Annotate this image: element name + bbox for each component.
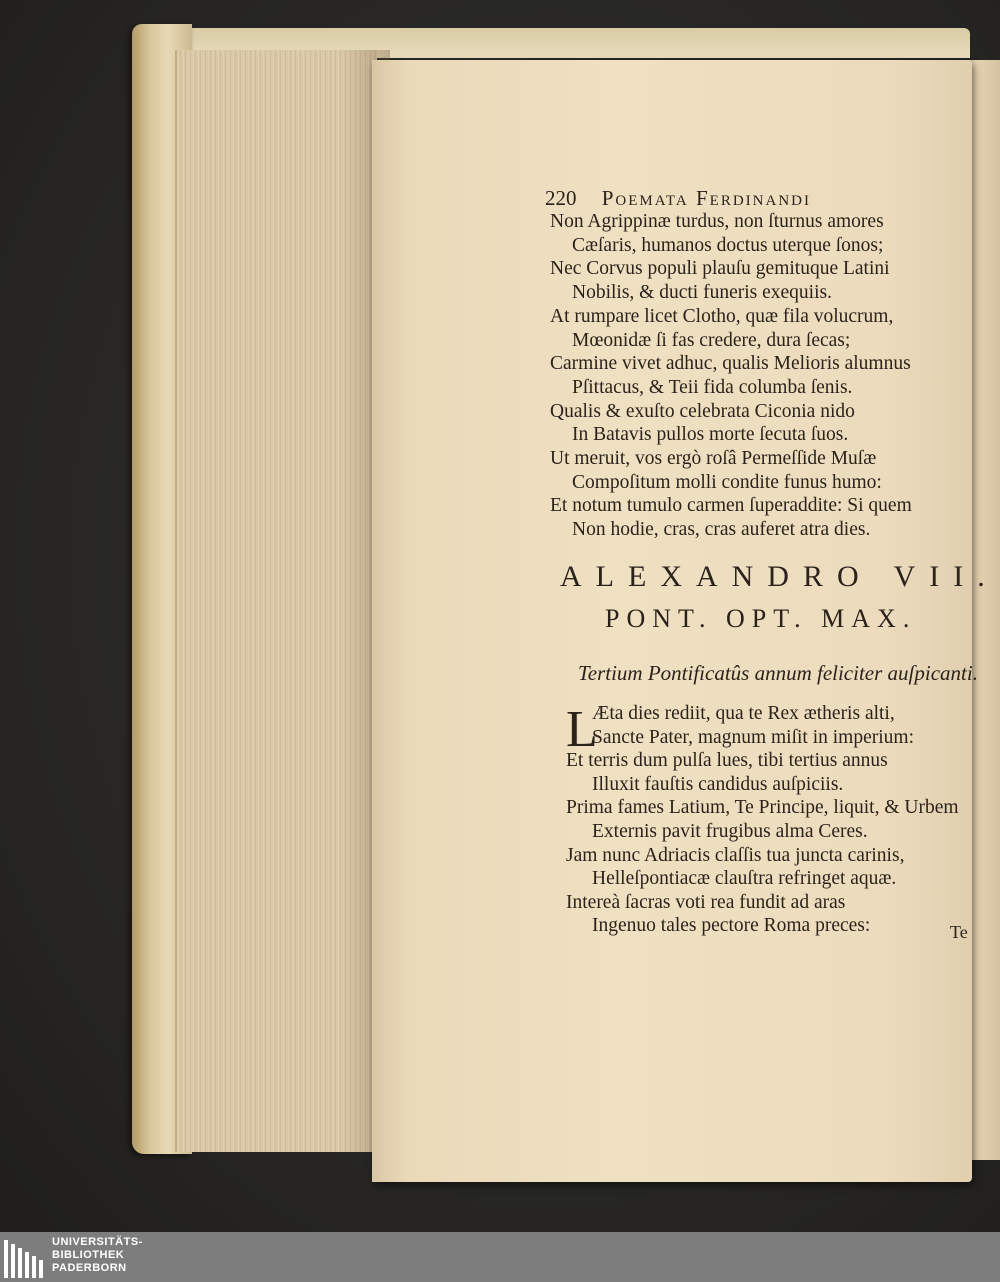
poem-second <box>566 702 959 938</box>
dedication-title-line2: PONT. OPT. MAX. <box>605 604 917 633</box>
verse-line: Prima fames Latium, Te Principe, liquit, & Urbem <box>566 797 959 819</box>
verse-line: Pſittacus, & Teii fida columba ſenis. <box>572 376 853 398</box>
dedication-title-line1: ALEXANDRO VII. <box>560 560 999 593</box>
running-header <box>545 186 811 211</box>
verse-line: Carmine vivet adhuc, qualis Melioris alumnus <box>550 353 911 375</box>
verse-line: Et notum tumulo carmen ſuperaddite: Si quem <box>550 495 912 517</box>
poem-first <box>550 210 912 542</box>
library-name-line3: PADERBORN <box>52 1262 127 1274</box>
verse-line: Illuxit fauſtis candidus auſpiciis. <box>592 773 844 795</box>
verse-line: Cæſaris, humanos doctus uterque ſonos; <box>572 234 884 256</box>
library-name-line1: UNIVERSITÄTS- <box>52 1236 143 1248</box>
verse-line: Compoſitum molli condite funus humo: <box>572 471 882 493</box>
dedication-subtitle: Tertium Pontificatûs annum feliciter auſpicanti. <box>578 661 978 685</box>
catchword: Te <box>950 922 968 942</box>
library-name-line2: BIBLIOTHEK <box>52 1249 125 1261</box>
verse-line: At rumpare licet Clotho, quæ fila volucrum, <box>550 305 894 327</box>
verse-line: Et terris dum pulſa lues, tibi tertius annus <box>566 750 888 772</box>
library-footer <box>0 1232 1000 1282</box>
verse-line: Mœonidæ ſi fas credere, dura ſecas; <box>572 329 851 351</box>
verse-line: Ut meruit, vos ergò roſâ Permeſſide Muſæ <box>550 448 877 470</box>
running-title: Poemata Ferdinandi <box>601 186 811 210</box>
verse-line: Nobilis, & ducti funeris exequiis. <box>572 282 832 304</box>
verse-line: Non hodie, cras, cras auferet atra dies. <box>572 519 871 541</box>
verse-line: Non Agrippinæ turdus, non ſturnus amores <box>550 211 884 232</box>
library-name <box>52 1236 143 1275</box>
verse-line: In Batavis pullos morte ſecuta ſuos. <box>572 424 849 446</box>
verse-line: Sancte Pater, magnum miſit in imperium: <box>592 726 914 748</box>
verse-line: Externis pavit frugibus alma Ceres. <box>592 820 868 842</box>
library-logo-icon <box>2 1234 48 1280</box>
verse-line: Qualis & exuſto celebrata Ciconia nido <box>550 400 855 422</box>
verse-line: Nec Corvus populi plauſu gemituque Latini <box>550 258 890 280</box>
drop-initial: L <box>566 701 598 758</box>
verse-line: Jam nunc Adriacis claſſis tua juncta carinis, <box>566 844 905 866</box>
verse-line: Helleſpontiacæ clauſtra refringet aquæ. <box>592 868 897 890</box>
verse-line: Ingenuo tales pectore Roma preces: <box>592 915 871 937</box>
verse-line: Æta dies rediit, qua te Rex ætheris alti, <box>592 703 895 724</box>
page-number: 220 <box>545 186 577 210</box>
verse-line: Intereà ſacras voti rea fundit ad aras <box>566 891 846 913</box>
